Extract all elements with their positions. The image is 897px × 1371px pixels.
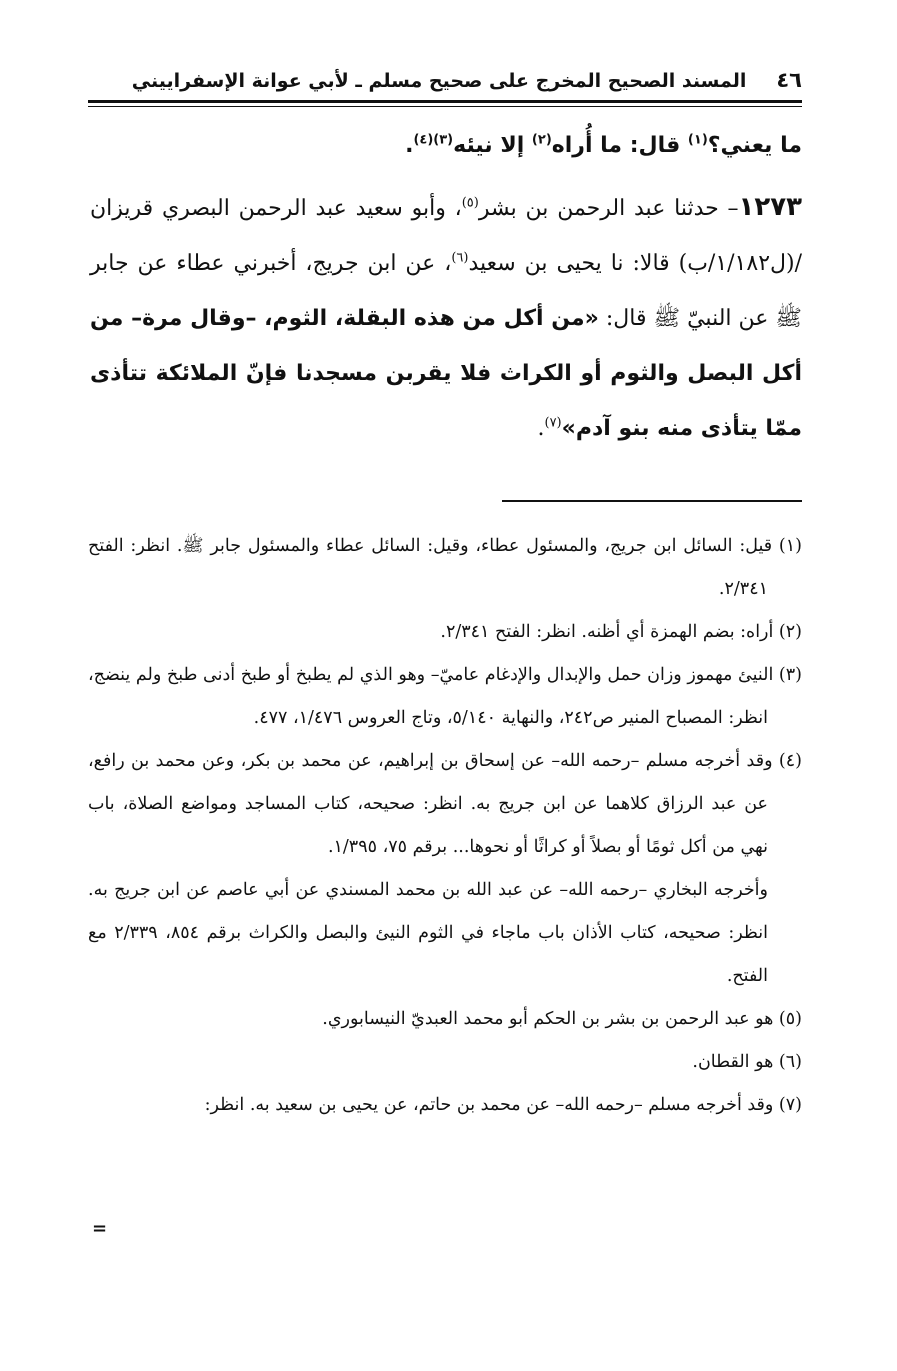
footnote-separator [502, 500, 802, 502]
hadith-chain-3: ، عن ابن جريج، أخبرني عطاء عن جابر ﷺ عن النبيّ ﷺ قال: [90, 251, 802, 331]
footnote-4: (٤) وقد أخرجه مسلم –رحمه الله– عن إسحاق بن إبراهيم، عن محمد بن بكر، وعن محمد بن رافع، عن عبد الرزاق كلاهما عن ابن جريج به. انظر: صحيحه، كتاب المساجد ومواضع الصلاة، باب نهي من أكل ثومًا أو بصلاً أو كراثًا أو نحوها... برقم ٧٥، ١/٣٩٥. [88, 751, 802, 857]
footnote-5: (٥) هو عبد الرحمن بن بشر بن الحكم أبو محمد العبديّ النيسابوري. [322, 1009, 802, 1029]
footnote-ref: (٧) [544, 415, 562, 431]
footnote-ref: (٢) [531, 132, 552, 148]
footnote-ref: (١) [687, 132, 708, 148]
header-rule-thin [88, 106, 802, 107]
footnote-3: (٣) النيئ مهموز وزان حمل والإبدال والإدغام عاميّ– وهو الذي لم يطبخ أو طبخ أدنى طبخ ولم ينضج، انظر: المصباح المنير ص٢٤٢، والنهاية ٥/١٤٠، وتاج العروس ١/٤٧٦، ٤٧٧. [88, 665, 802, 728]
running-header [88, 68, 802, 102]
opening-text-2: قال: ما أُراه [551, 133, 688, 158]
footnote-1: (١) قيل: السائل ابن جريج، والمسئول عطاء، وقيل: السائل عطاء والمسئول جابر ﷺ. انظر: الفتح ٢/٣٤١. [88, 536, 802, 599]
hadith-quote: «من أكل من هذه البقلة، الثوم، –وقال مرة– من أكل البصل والثوم أو الكراث فلا يقربن مسجدنا فإنّ الملائكة تتأذى ممّا يتأذى منه بنو آدم» [90, 306, 802, 441]
footnote-6: (٦) هو القطان. [692, 1052, 802, 1072]
hadith-end: . [537, 416, 545, 441]
page-number: ٤٦ [776, 68, 802, 92]
footnote-2: (٢) أراه: بضم الهمزة أي أظنه. انظر: الفتح ٢/٣٤١. [440, 622, 802, 642]
opening-line [90, 122, 802, 170]
footnote-4-continued: وأخرجه البخاري –رحمه الله– عن عبد الله بن محمد المسندي عن أبي عاصم عن ابن جريج به. انظر: صحيحه، كتاب الأذان باب ماجاء في الثوم النيئ والبصل والكراث برقم ٨٥٤، ٢/٣٣٩ مع الفتح. [88, 880, 768, 986]
hadith-paragraph [90, 180, 802, 456]
book-title: المسند الصحيح المخرج على صحيح مسلم ـ لأبي عوانة الإسفراييني [131, 70, 747, 92]
hadith-number: ١٢٧٣ [738, 192, 802, 222]
footnote-7: (٧) وقد أخرجه مسلم –رحمه الله– عن محمد بن حاتم، عن يحيى بن سعيد به. انظر: [204, 1095, 802, 1115]
opening-text-1: ما يعني؟ [707, 133, 802, 158]
hadith-chain-1: – حدثنا عبد الرحمن بن بشر [478, 196, 739, 221]
hadith-chain-2: ، وأبو سعيد عبد الرحمن البصري قريزان /(ل١/١٨٢/ب) قالا: نا يحيى بن سعيد [90, 196, 802, 276]
footnotes [88, 525, 802, 1127]
footnote-ref: (٣)(٤) [413, 132, 454, 148]
footnote-ref: (٥) [461, 195, 479, 211]
footnote-ref: (٦) [451, 250, 469, 266]
main-text [90, 122, 802, 456]
continuation-mark: = [92, 1218, 108, 1239]
opening-text-4: . [405, 133, 414, 158]
header-rule-thick [88, 100, 802, 103]
opening-text-3: إلا نيئه [453, 133, 532, 158]
